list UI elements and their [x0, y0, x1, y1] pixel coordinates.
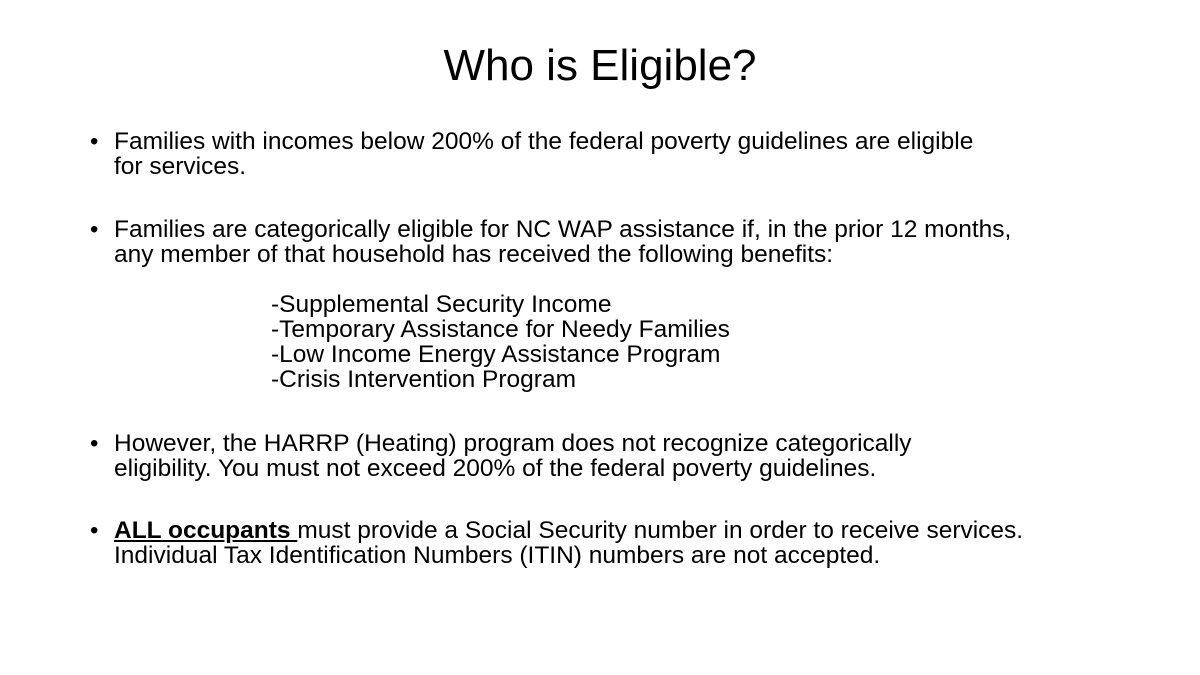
bullet-dot: • — [90, 517, 99, 544]
bullet-text-line: Families are categorically eligible for NC WAP assistance if, in the prior 12 months, — [114, 216, 1012, 243]
bullet-text-line: any member of that household has received the following benefits: — [114, 241, 834, 268]
benefit-item: -Temporary Assistance for Needy Families — [271, 316, 730, 343]
bullet-text-line: Individual Tax Identification Numbers (ITIN) numbers are not accepted. — [114, 542, 881, 569]
bullet-text-line — [114, 518, 1124, 543]
bullet-ssn — [90, 517, 1124, 569]
benefit-item: -Supplemental Security Income — [271, 291, 612, 318]
benefit-item: -Low Income Energy Assistance Program — [271, 341, 721, 368]
bullet-dot: • — [90, 430, 99, 457]
benefits-list — [271, 292, 730, 392]
bullet-dot: • — [90, 216, 99, 243]
bullet-text-line: However, the HARRP (Heating) program does not recognize categorically — [114, 430, 912, 457]
benefit-item: -Crisis Intervention Program — [271, 366, 576, 393]
bullet-text-line: for services. — [114, 153, 247, 180]
bullet-categorical — [90, 216, 1124, 268]
bullet-text-line: Families with incomes below 200% of the federal poverty guidelines are eligible — [114, 128, 974, 155]
bullet-text-line: eligibility. You must not exceed 200% of the federal poverty guidelines. — [114, 455, 877, 482]
slide-title: Who is Eligible? — [443, 41, 757, 90]
bullet-harrp — [90, 430, 1124, 482]
bullet-dot: • — [90, 128, 99, 155]
bullet-text-rest: must provide a Social Security number in order to receive services. — [297, 517, 1024, 544]
emphasis-all-occupants: ALL occupants — [114, 517, 298, 544]
bullet-income — [90, 128, 1124, 180]
